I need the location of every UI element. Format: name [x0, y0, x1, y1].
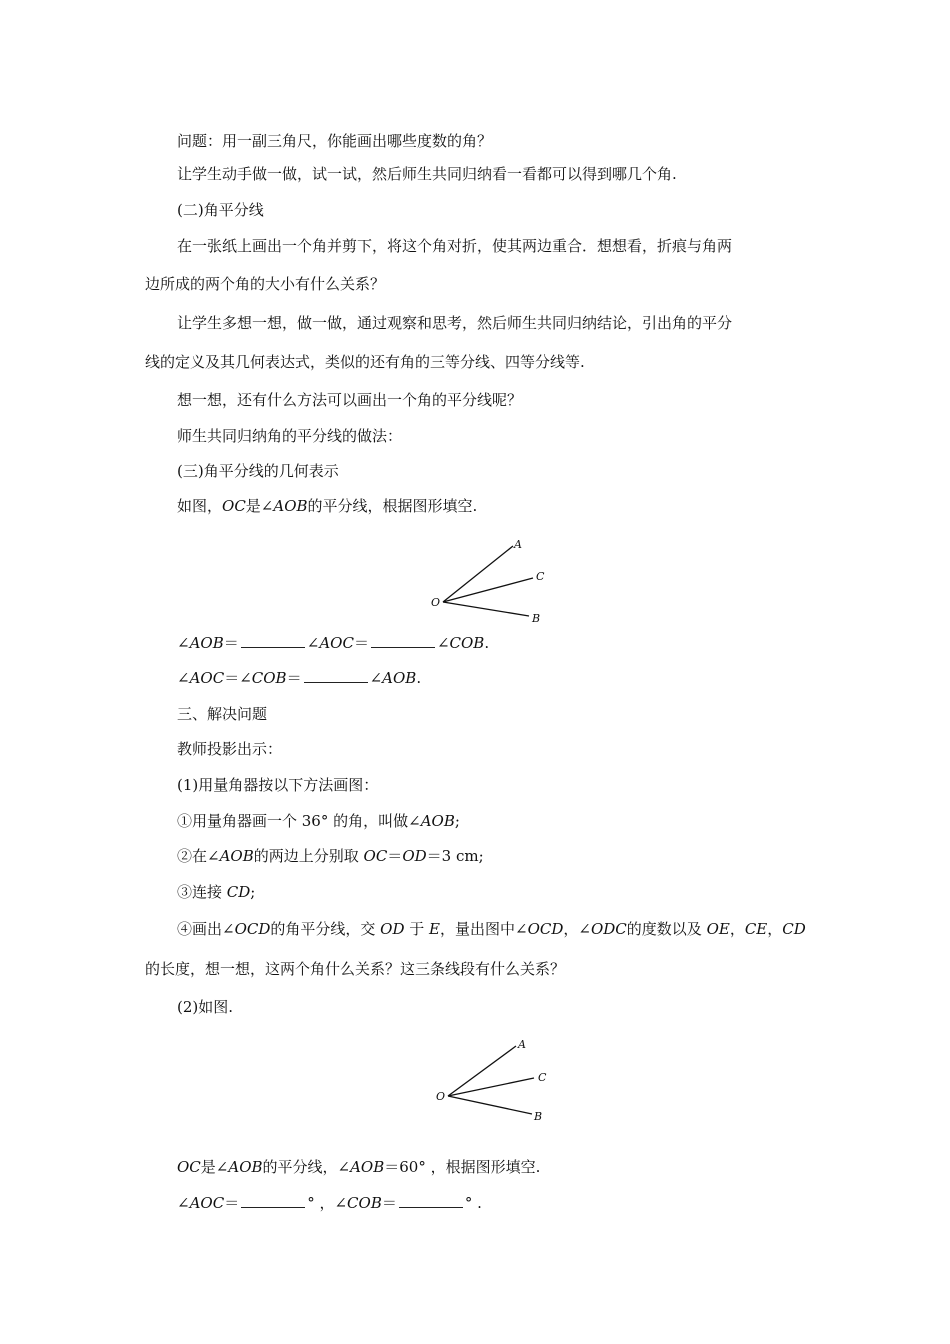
fill-blank-line: ∠AOC＝ ° ，∠COB＝ ° .: [177, 1194, 482, 1212]
section-heading: 三、解决问题: [177, 705, 268, 723]
label-a: A: [514, 538, 522, 551]
fill-blank-line: ∠AOB＝ ∠AOC＝ ∠COB.: [177, 634, 490, 652]
text-line: OC是∠AOB的平分线，∠AOB＝60° ，根据图形填空.: [177, 1158, 541, 1176]
label-c: C: [536, 570, 545, 583]
ray-ob: [448, 1096, 532, 1114]
label-o: O: [431, 596, 441, 609]
angle-figure-2: [432, 1036, 562, 1126]
label-b: B: [532, 612, 541, 625]
text-line: 如图，OC是∠AOB的平分线，根据图形填空.: [177, 497, 478, 515]
section-heading: (三)角平分线的几何表示: [177, 462, 339, 480]
answer-blank[interactable]: [304, 668, 368, 683]
fill-blank-line: ∠AOC＝∠COB＝ ∠AOB.: [177, 669, 422, 687]
label-c: C: [538, 1071, 547, 1084]
text-line: 想一想，还有什么方法可以画出一个角的平分线呢？: [177, 391, 523, 409]
text-line: 线的定义及其几何表达式，类似的还有角的三等分线、四等分线等.: [145, 353, 585, 371]
section-heading: (二)角平分线: [177, 201, 264, 219]
text-line: 让学生动手做一做，试一试，然后师生共同归纳看一看都可以得到哪几个角.: [177, 165, 677, 183]
answer-blank[interactable]: [241, 633, 305, 648]
text-line: 在一张纸上画出一个角并剪下，将这个角对折，使其两边重合．想想看，折痕与角两: [177, 237, 733, 255]
ray-ob: [443, 602, 529, 616]
text-line: 边所成的两个角的大小有什么关系？: [145, 275, 386, 293]
label-a: A: [518, 1038, 526, 1051]
angle-figure-1: [428, 536, 558, 626]
text-line: ③连接 CD;: [177, 883, 256, 901]
answer-blank[interactable]: [241, 1193, 305, 1208]
text-line: 的长度，想一想，这两个角什么关系？这三条线段有什么关系？: [145, 960, 566, 978]
text-line: ④画出∠OCD的角平分线，交 OD 于 E，量出图中∠OCD，∠ODC的度数以及 OE，CE，CD: [177, 920, 806, 938]
text-line: 让学生多想一想，做一做，通过观察和思考，然后师生共同归纳结论，引出角的平分: [177, 314, 733, 332]
answer-blank[interactable]: [371, 633, 435, 648]
text-line: 教师投影出示：: [177, 740, 283, 758]
ray-oc: [443, 578, 533, 602]
text-line: (1)用量角器按以下方法画图：: [177, 776, 379, 794]
answer-blank[interactable]: [399, 1193, 463, 1208]
label-b: B: [534, 1110, 543, 1123]
text-line: (2)如图.: [177, 998, 234, 1016]
ray-oa: [443, 546, 513, 602]
text-line: ①用量角器画一个 36° 的角，叫做∠AOB;: [177, 812, 460, 830]
text-line: 师生共同归纳角的平分线的做法：: [177, 427, 403, 445]
label-o: O: [436, 1090, 446, 1103]
text-line: ②在∠AOB的两边上分别取 OC＝OD＝3 cm;: [177, 847, 484, 865]
text-line: 问题：用一副三角尺，你能画出哪些度数的角？: [177, 132, 493, 150]
